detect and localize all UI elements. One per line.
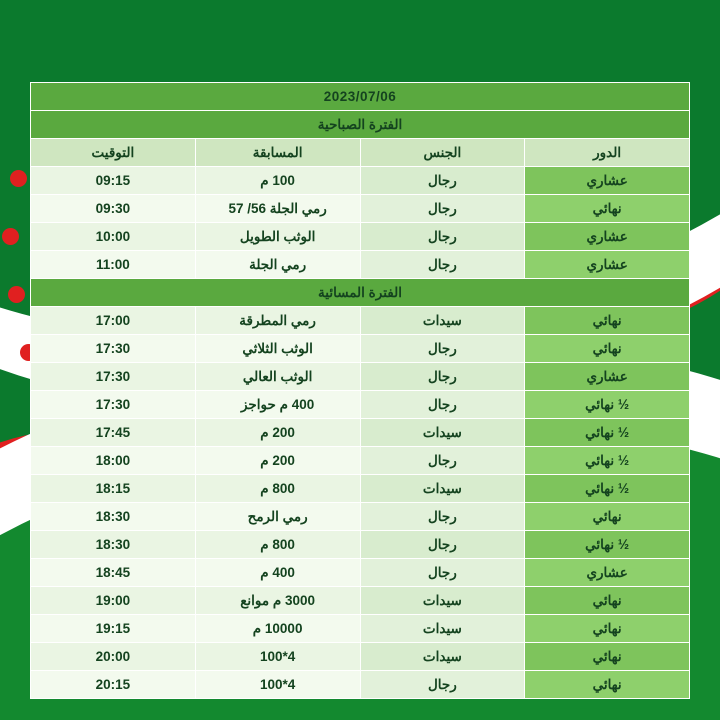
cell-round: نهائي bbox=[525, 615, 690, 643]
cell-gender: رجال bbox=[360, 251, 525, 279]
table-row bbox=[31, 391, 690, 419]
red-dot bbox=[8, 286, 25, 303]
session-row-morning bbox=[31, 111, 690, 139]
column-header-event: المسابقة bbox=[195, 139, 360, 167]
title-row bbox=[31, 83, 690, 111]
cell-round: نهائي bbox=[525, 335, 690, 363]
table-row bbox=[31, 475, 690, 503]
cell-round: ½ نهائي bbox=[525, 419, 690, 447]
cell-gender: رجال bbox=[360, 335, 525, 363]
cell-gender: رجال bbox=[360, 503, 525, 531]
cell-event: 4*100 bbox=[195, 643, 360, 671]
cell-round: ½ نهائي bbox=[525, 531, 690, 559]
table-row bbox=[31, 307, 690, 335]
cell-time: 10:00 bbox=[31, 223, 196, 251]
cell-round: ½ نهائي bbox=[525, 475, 690, 503]
session-label-morning: الفترة الصباحية bbox=[31, 111, 690, 139]
cell-gender: رجال bbox=[360, 195, 525, 223]
red-dot bbox=[2, 228, 19, 245]
cell-event: الوثب العالي bbox=[195, 363, 360, 391]
table-row bbox=[31, 643, 690, 671]
cell-round: نهائي bbox=[525, 503, 690, 531]
cell-gender: سيدات bbox=[360, 587, 525, 615]
cell-time: 19:00 bbox=[31, 587, 196, 615]
column-header-gender: الجنس bbox=[360, 139, 525, 167]
cell-event: 800 م bbox=[195, 531, 360, 559]
cell-round: عشاري bbox=[525, 167, 690, 195]
cell-time: 18:15 bbox=[31, 475, 196, 503]
schedule-table bbox=[30, 82, 690, 699]
cell-round: عشاري bbox=[525, 559, 690, 587]
cell-event: 400 م حواجز bbox=[195, 391, 360, 419]
table-row bbox=[31, 559, 690, 587]
cell-time: 17:30 bbox=[31, 391, 196, 419]
red-dot bbox=[10, 170, 27, 187]
cell-time: 17:30 bbox=[31, 363, 196, 391]
cell-round: نهائي bbox=[525, 587, 690, 615]
cell-gender: رجال bbox=[360, 223, 525, 251]
table-row bbox=[31, 223, 690, 251]
cell-round: نهائي bbox=[525, 307, 690, 335]
table-row bbox=[31, 363, 690, 391]
cell-event: 10000 م bbox=[195, 615, 360, 643]
cell-gender: سيدات bbox=[360, 419, 525, 447]
cell-round: نهائي bbox=[525, 671, 690, 699]
cell-time: 09:30 bbox=[31, 195, 196, 223]
table-row bbox=[31, 503, 690, 531]
session-row-evening bbox=[31, 279, 690, 307]
cell-event: 200 م bbox=[195, 419, 360, 447]
cell-event: 4*100 bbox=[195, 671, 360, 699]
table-row bbox=[31, 531, 690, 559]
schedule-sheet bbox=[30, 82, 690, 699]
table-row bbox=[31, 335, 690, 363]
cell-gender: رجال bbox=[360, 559, 525, 587]
cell-event: 100 م bbox=[195, 167, 360, 195]
table-row bbox=[31, 671, 690, 699]
cell-gender: رجال bbox=[360, 391, 525, 419]
table-row bbox=[31, 251, 690, 279]
table-row bbox=[31, 195, 690, 223]
cell-event: 800 م bbox=[195, 475, 360, 503]
cell-time: 20:15 bbox=[31, 671, 196, 699]
cell-time: 17:30 bbox=[31, 335, 196, 363]
cell-round: عشاري bbox=[525, 363, 690, 391]
cell-time: 17:45 bbox=[31, 419, 196, 447]
cell-event: الوثب الطويل bbox=[195, 223, 360, 251]
cell-gender: رجال bbox=[360, 363, 525, 391]
cell-gender: سيدات bbox=[360, 615, 525, 643]
cell-round: ½ نهائي bbox=[525, 447, 690, 475]
cell-time: 20:00 bbox=[31, 643, 196, 671]
table-row bbox=[31, 419, 690, 447]
cell-time: 17:00 bbox=[31, 307, 196, 335]
cell-round: عشاري bbox=[525, 251, 690, 279]
cell-time: 18:00 bbox=[31, 447, 196, 475]
cell-event: الوثب الثلاثي bbox=[195, 335, 360, 363]
cell-time: 18:45 bbox=[31, 559, 196, 587]
column-header-round: الدور bbox=[525, 139, 690, 167]
cell-time: 18:30 bbox=[31, 503, 196, 531]
cell-event: 3000 م موانع bbox=[195, 587, 360, 615]
cell-gender: رجال bbox=[360, 671, 525, 699]
cell-event: 400 م bbox=[195, 559, 360, 587]
cell-round: عشاري bbox=[525, 223, 690, 251]
cell-gender: رجال bbox=[360, 447, 525, 475]
cell-time: 09:15 bbox=[31, 167, 196, 195]
cell-event: رمي الجلة 56/ 57 bbox=[195, 195, 360, 223]
column-header-row bbox=[31, 139, 690, 167]
cell-time: 19:15 bbox=[31, 615, 196, 643]
cell-gender: سيدات bbox=[360, 307, 525, 335]
cell-event: رمي الرمح bbox=[195, 503, 360, 531]
cell-gender: سيدات bbox=[360, 475, 525, 503]
date-title: 2023/07/06 bbox=[31, 83, 690, 111]
cell-event: 200 م bbox=[195, 447, 360, 475]
session-label-evening: الفترة المسائية bbox=[31, 279, 690, 307]
cell-round: نهائي bbox=[525, 643, 690, 671]
cell-event: رمي الجلة bbox=[195, 251, 360, 279]
cell-gender: رجال bbox=[360, 531, 525, 559]
cell-event: رمي المطرقة bbox=[195, 307, 360, 335]
schedule-table-body bbox=[31, 83, 690, 699]
cell-time: 11:00 bbox=[31, 251, 196, 279]
table-row bbox=[31, 167, 690, 195]
table-row bbox=[31, 447, 690, 475]
cell-gender: سيدات bbox=[360, 643, 525, 671]
column-header-time: التوقيت bbox=[31, 139, 196, 167]
cell-round: نهائي bbox=[525, 195, 690, 223]
cell-time: 18:30 bbox=[31, 531, 196, 559]
table-row bbox=[31, 587, 690, 615]
table-row bbox=[31, 615, 690, 643]
cell-round: ½ نهائي bbox=[525, 391, 690, 419]
cell-gender: رجال bbox=[360, 167, 525, 195]
